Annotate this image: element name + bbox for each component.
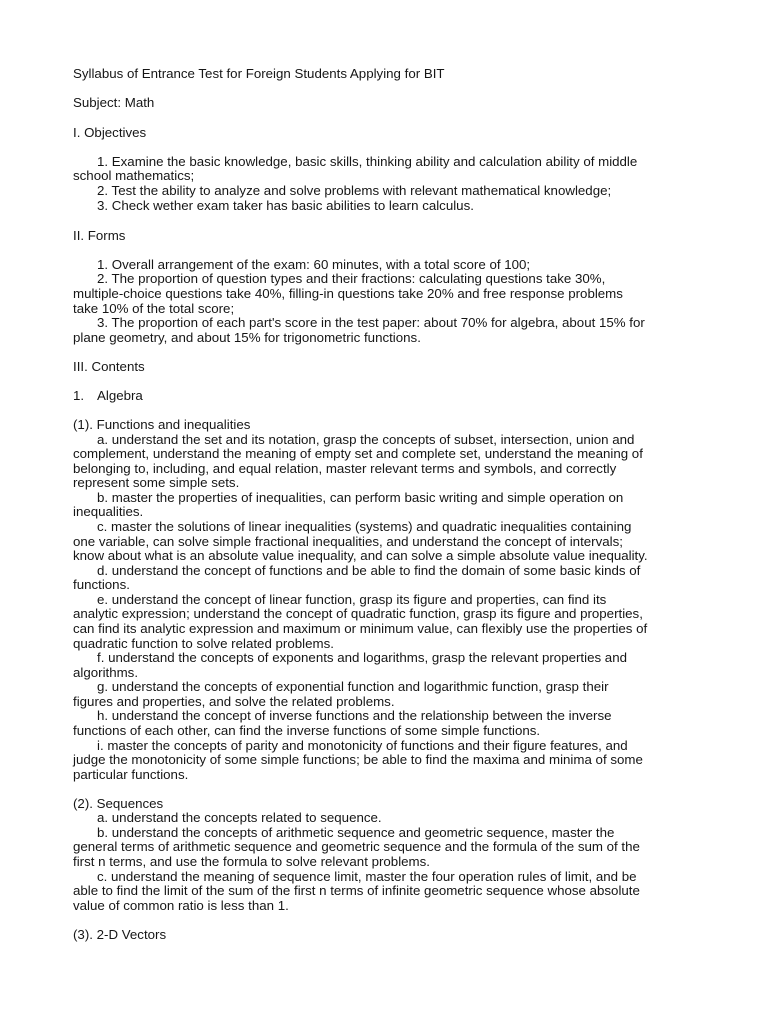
sequences-heading: (2). Sequences — [73, 796, 164, 811]
functions-line: a. understand the set and its notation, grasp the concepts of subset, intersection, union and — [97, 432, 635, 447]
functions-line: one variable, can solve simple fractional inequalities, and understand the concept of intervals; — [73, 534, 623, 549]
forms-line: take 10% of the total score; — [73, 301, 235, 316]
document-title: Syllabus of Entrance Test for Foreign Students Applying for BIT — [73, 66, 445, 81]
forms-line: plane geometry, and about 15% for trigonometric functions. — [73, 330, 421, 345]
forms-line: 3. The proportion of each part's score in the test paper: about 70% for algebra, about 15% for — [97, 315, 645, 330]
sequences-line: c. understand the meaning of sequence limit, master the four operation rules of limit, and be — [97, 869, 637, 884]
functions-line: h. understand the concept of inverse functions and the relationship between the inverse — [97, 708, 612, 723]
functions-line: judge the monotonicity of some simple functions; be able to find the maxima and minima of some — [73, 752, 643, 767]
objective-line: 3. Check wether exam taker has basic abilities to learn calculus. — [97, 198, 474, 213]
sequences-line: a. understand the concepts related to sequence. — [97, 810, 382, 825]
forms-line: 2. The proportion of question types and their fractions: calculating questions take 30%, — [97, 271, 606, 286]
section-title: Algebra — [97, 388, 143, 403]
functions-line: particular functions. — [73, 767, 189, 782]
vectors-heading: (3). 2-D Vectors — [73, 927, 167, 942]
forms-heading: II. Forms — [73, 228, 126, 243]
functions-line: represent some simple sets. — [73, 475, 240, 490]
functions-line: b. master the properties of inequalities, can perform basic writing and simple operation on — [97, 490, 624, 505]
functions-line: inequalities. — [73, 504, 144, 519]
functions-line: know about what is an absolute value inequality, and can solve a simple absolute value inequality. — [73, 548, 648, 563]
sequences-line: general terms of arithmetic sequence and geometric sequence and the formula of the sum of the — [73, 839, 640, 854]
functions-line: analytic expression; understand the concept of quadratic function, grasp its figure and properties, — [73, 606, 643, 621]
functions-line: f. understand the concepts of exponents and logarithms, grasp the relevant properties and — [97, 650, 627, 665]
functions-line: figures and properties, and solve the related problems. — [73, 694, 395, 709]
sequences-line: first n terms, and use the formula to solve relevant problems. — [73, 854, 430, 869]
functions-line: complement, understand the meaning of empty set and complete set, understand the meaning of — [73, 446, 643, 461]
objectives-heading: I. Objectives — [73, 125, 147, 140]
objective-line: school mathematics; — [73, 168, 195, 183]
sequences-line: b. understand the concepts of arithmetic sequence and geometric sequence, master the — [97, 825, 615, 840]
functions-line: d. understand the concept of functions and be able to find the domain of some basic kinds of — [97, 563, 641, 578]
objective-line: 1. Examine the basic knowledge, basic skills, thinking ability and calculation ability of middle — [97, 154, 638, 169]
functions-line: functions of each other, can find the inverse functions of some simple functions. — [73, 723, 541, 738]
functions-line: g. understand the concepts of exponential function and logarithmic function, grasp their — [97, 679, 609, 694]
sequences-line: value of common ratio is less than 1. — [73, 898, 289, 913]
subject-line: Subject: Math — [73, 95, 155, 110]
sequences-line: able to find the limit of the sum of the first n terms of infinite geometric sequence whose absolute — [73, 883, 640, 898]
functions-line: c. master the solutions of linear inequalities (systems) and quadratic inequalities containing — [97, 519, 632, 534]
functions-line: can find its analytic expression and maximum or minimum value, can flexibly use the properties of — [73, 621, 648, 636]
functions-line: algorithms. — [73, 665, 139, 680]
contents-heading: III. Contents — [73, 359, 145, 374]
functions-line: belonging to, including, and equal relation, master relevant terms and symbols, and correctly — [73, 461, 617, 476]
functions-line: quadratic function to solve related problems. — [73, 636, 334, 651]
forms-line: multiple-choice questions take 40%, filling-in questions take 20% and free response problems — [73, 286, 623, 301]
functions-line: functions. — [73, 577, 130, 592]
functions-line: i. master the concepts of parity and monotonicity of functions and their figure features, and — [97, 738, 628, 753]
functions-line: e. understand the concept of linear function, grasp its figure and properties, can find its — [97, 592, 607, 607]
section-number: 1. — [73, 388, 85, 403]
functions-heading: (1). Functions and inequalities — [73, 417, 251, 432]
objective-line: 2. Test the ability to analyze and solve problems with relevant mathematical knowledge; — [97, 183, 612, 198]
forms-line: 1. Overall arrangement of the exam: 60 minutes, with a total score of 100; — [97, 257, 531, 272]
